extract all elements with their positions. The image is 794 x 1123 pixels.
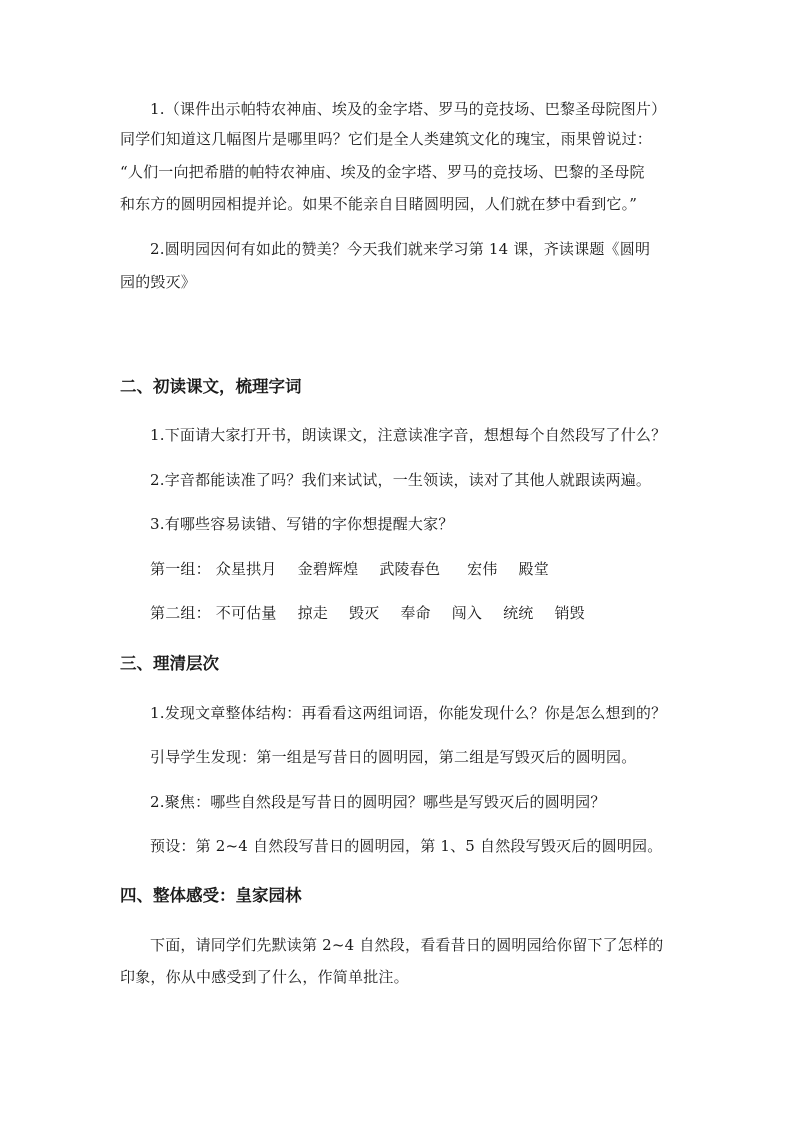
section-4-paragraph-line-2: 印象，你从中感受到了什么，作简单批注。 <box>120 968 409 986</box>
word-group-1-word: 殿堂 <box>518 560 549 578</box>
word-group-2 <box>150 603 601 623</box>
section-2-item-3: 3.有哪些容易读错、写错的字你想提醒大家？ <box>150 515 454 533</box>
section-3-guide: 引导学生发现：第一组是写昔日的圆明园，第二组是写毁灭后的圆明园。 <box>150 748 637 766</box>
section-2-item-1: 1.下面请大家打开书，朗读课文，注意读准字音，想想每个自然段写了什么？ <box>150 426 667 444</box>
intro-paragraph-2-line-1: 2.圆明园因何有如此的赞美？今天我们就来学习第 14 课，齐读课题《圆明 <box>150 240 651 258</box>
word-group-1-word: 宏伟 <box>467 560 498 578</box>
intro-paragraph-2-line-2: 园的毁灭》 <box>120 273 197 291</box>
intro-paragraph-1-line-1: 1.（课件出示帕特农神庙、埃及的金字塔、罗马的竞技场、巴黎圣母院图片） <box>150 100 667 118</box>
word-group-2-word: 统统 <box>503 604 534 622</box>
word-group-1-word: 众星拱月 <box>215 560 277 578</box>
word-group-1-word: 武陵春色 <box>379 560 441 578</box>
section-2-item-2: 2.字音都能读准了吗？我们来试试，一生领读，读对了其他人就跟读两遍。 <box>150 471 652 489</box>
intro-paragraph-1-line-2: 同学们知道这几幅图片是哪里吗？它们是全人类建筑文化的瑰宝，雨果曾说过： <box>120 130 653 148</box>
section-3-preset: 预设：第 2~4 自然段写昔日的圆明园，第 1、5 自然段写毁灭后的圆明园。 <box>150 837 663 855</box>
section-4-paragraph-line-1: 下面，请同学们先默读第 2~4 自然段，看看昔日的圆明园给你留下了怎样的 <box>150 936 664 954</box>
word-group-2-word: 奉命 <box>400 604 431 622</box>
word-group-1-word: 金碧辉煌 <box>297 560 359 578</box>
intro-paragraph-1-line-4: 和东方的圆明园相提并论。如果不能亲自目睹圆明园，人们就在梦中看到它。” <box>120 195 638 213</box>
section-3-item-1: 1.发现文章整体结构：再看看这两组词语，你能发现什么？你是怎么想到的？ <box>150 704 667 722</box>
word-group-2-label: 第二组： <box>150 604 211 622</box>
word-group-2-word: 销毁 <box>554 604 585 622</box>
word-group-2-word: 毁灭 <box>348 604 380 622</box>
section-3-heading: 三、理清层次 <box>120 654 219 673</box>
word-group-1-label: 第一组： <box>150 560 211 578</box>
word-group-2-word: 不可估量 <box>215 604 277 622</box>
word-group-2-word: 掠走 <box>297 604 328 622</box>
section-4-heading: 四、整体感受：皇家园林 <box>120 886 302 905</box>
intro-paragraph-1-line-3: “人们一向把希腊的帕特农神庙、埃及的金字塔、罗马的竞技场、巴黎的圣母院 <box>120 163 645 181</box>
word-group-1 <box>150 559 565 579</box>
section-2-heading: 二、初读课文，梳理字词 <box>120 377 302 396</box>
section-3-item-2: 2.聚焦：哪些自然段是写昔日的圆明园？哪些是写毁灭后的圆明园？ <box>150 793 606 811</box>
word-group-2-word: 闯入 <box>451 604 483 622</box>
